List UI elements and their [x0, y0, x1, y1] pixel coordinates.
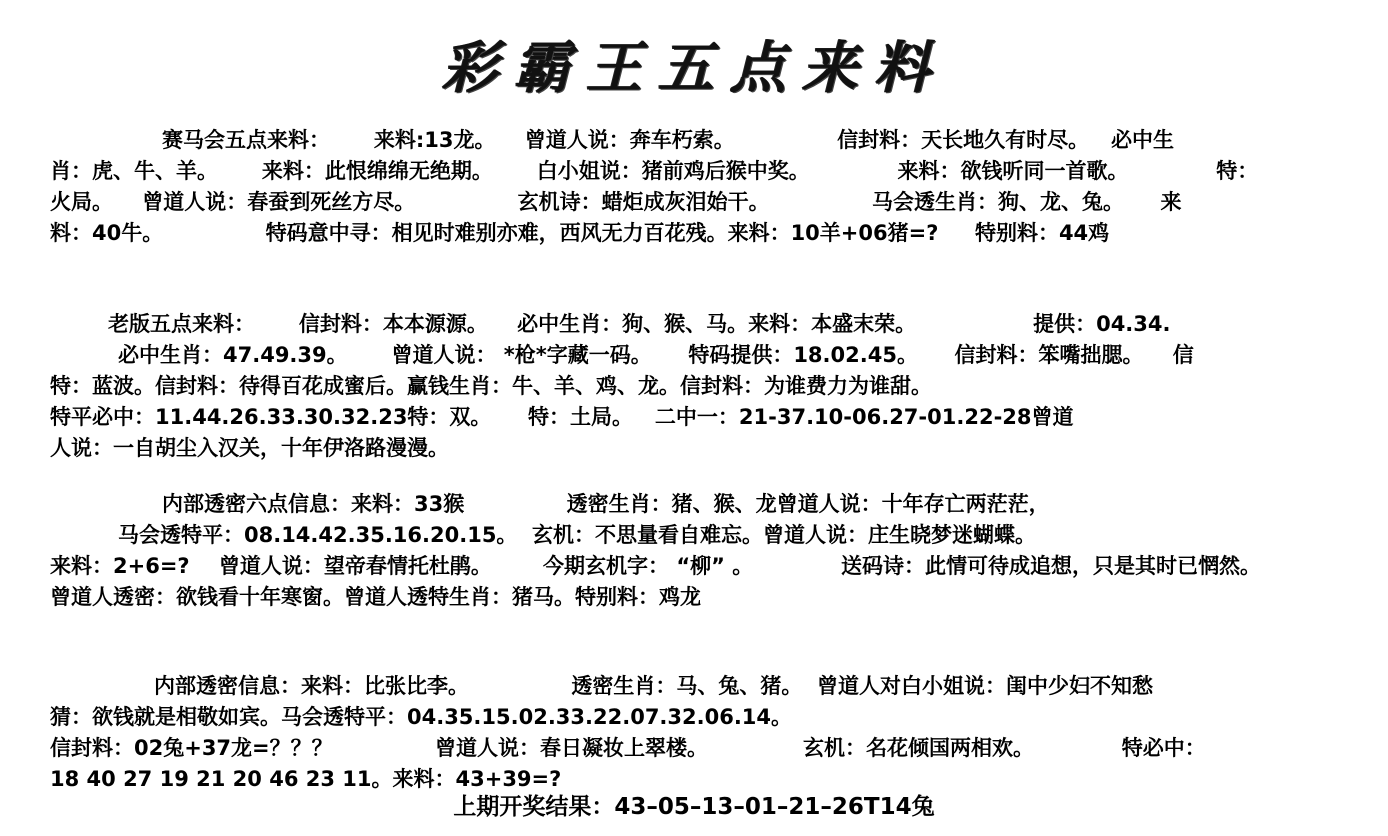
text-line: 必中生肖：47.49.39。 曾道人说： *枪*字藏一码。 特码提供：18.02.45。 信封料：笨嘴拙腮。 信	[118, 343, 1194, 367]
text-line: 来料：2+6=? 曾道人说：望帝春情托杜鹃。 今期玄机字： “柳” 。 送码诗：此情可待成追想，只是其时已惘然。	[50, 554, 1261, 578]
text-line: 人说：一自胡尘入汉关，十年伊洛路漫漫。	[50, 436, 449, 460]
last-draw-result: 上期开奖结果：43–05–13–01–21–26T14兔	[453, 794, 935, 820]
text-line: 曾道人透密：欲钱看十年寒窗。曾道人透特生肖：猪马。特别料：鸡龙	[50, 585, 701, 609]
text-line: 内部透密六点信息：来料：33猴 透密生肖：猪、猴、龙曾道人说：十年存亡两茫茫，	[162, 492, 1050, 516]
text-line: 特平必中：11.44.26.33.30.32.23特：双。 特：土局。 二中一：21-37.10-06.27-01.22-28曾道	[50, 405, 1074, 429]
text-line: 料：40牛。 特码意中寻：相见时难别亦难，西风无力百花残。来料：10羊+06猪=? 特别料：44鸡	[50, 221, 1110, 245]
text-line: 信封料：02兔+37龙=？？？ 曾道人说：春日凝妆上翠楼。 玄机：名花倾国两相欢。 特必中：	[50, 736, 1206, 760]
text-line: 猜：欲钱就是相敬如宾。马会透特平：04.35.15.02.33.22.07.32.06.14。	[50, 705, 793, 729]
page-title: 彩霸王五点来料	[442, 35, 946, 101]
text-line: 火局。 曾道人说：春蚕到死丝方尽。 玄机诗：蜡炬成灰泪始干。 马会透生肖：狗、龙、兔。 来	[50, 190, 1182, 214]
text-line: 赛马会五点来料： 来料:13龙。 曾道人说：奔车朽索。 信封料：天长地久有时尽。 必中生	[162, 128, 1175, 152]
text-line: 肖：虎、牛、羊。 来料：此恨绵绵无绝期。 白小姐说：猪前鸡后猴中奖。 来料：欲钱听同一首歌。 特：	[50, 159, 1259, 183]
text-line: 老版五点来料： 信封料：本本源源。 必中生肖：狗、猴、马。来料：本盛末荣。 提供：04.34.	[108, 312, 1171, 336]
text-line: 内部透密信息：来料：比张比李。 透密生肖：马、兔、猪。 曾道人对白小姐说：闺中少妇不知愁	[154, 674, 1153, 698]
text-line: 特：蓝波。信封料：待得百花成蜜后。赢钱生肖：牛、羊、鸡、龙。信封料：为谁费力为谁甜。	[50, 374, 932, 398]
text-line: 马会透特平：08.14.42.35.16.20.15。 玄机：不思量看自难忘。曾道人说：庄生晓梦迷蝴蝶。	[118, 523, 1037, 547]
text-line: 18 40 27 19 21 20 46 23 11。来料：43+39=?	[50, 767, 562, 791]
